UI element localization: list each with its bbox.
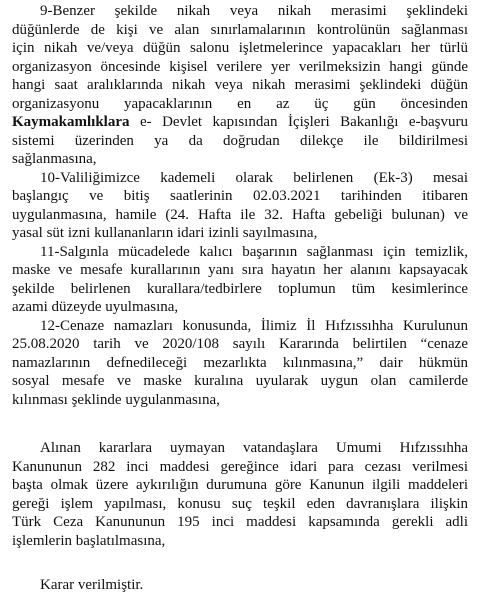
text-line: 9-Benzer şekilde nikah veya nikah merasimi şeklindeki (40, 3, 468, 19)
text-line: maske ve mesafe kurallarının yanı sıra hayatın her alanını kapsayacak (12, 262, 468, 278)
decision-text: Karar verilmiştir. (40, 577, 144, 593)
bold-term: Kaymakamlıklara (12, 114, 130, 130)
text-line: organizasyon öncesinde kişisel verilere yer verilmeksizin hangi günde (12, 58, 468, 75)
text-line: gereği işlem yapılması, konusu suç teşkil eden davranışlara ilişkin (12, 495, 468, 512)
text-line: Kanununun 282 inci maddesi gereğince idari para cezası verilmesi (12, 458, 468, 475)
text-line: sistemi üzerinden ya da doğrudan dilekçe ile bildirilmesi (12, 132, 468, 149)
text-line: namazlarının defnedileceği mezarlıkta kılınmasına,” dair hükmün (12, 354, 468, 371)
text-line: uygulanmasına, hamile (24. Hafta ile 32. Hafta gebeliği bulunan) ve (12, 206, 468, 223)
paragraph-item-10 (12, 169, 468, 243)
text-line: için nikah ve/veya düğün salonu işletmelerince yapacakları her türlü (12, 40, 468, 56)
paragraph-item-9 (12, 2, 468, 169)
document-body (12, 2, 468, 595)
paragraph-item-11 (12, 243, 468, 317)
text-line: 25.08.2020 tarih ve 2020/108 sayılı Kararında belirtilen “cenaze (12, 336, 468, 352)
text-line: kılınması şeklinde uygulanmasına, (12, 391, 220, 408)
text-line: şekilde belirlenen kurallara/tedbirlere toplumun tüm kesimlerince (12, 280, 468, 297)
text-line: 11-Salgınla mücadelede kalıcı başarının sağlanması için temizlik, (40, 243, 468, 260)
text-line: sosyal mesafe ve maske kuralına uyularak uygun olan camilerde (12, 373, 468, 389)
text-line: başta olmak üzere aykırılığın durumuna göre Kanunun ilgili maddeleri (12, 477, 468, 493)
text-line: 12-Cenaze namazları konusunda, İlimiz İl Hıfzıssıhha Kurulunun (40, 317, 468, 334)
text-segment: e- Devlet kapısından İçişleri Bakanlığı e-başvuru (129, 114, 468, 130)
paragraph-closing (12, 439, 468, 550)
text-line: azami düzeyde uyulmasına, (12, 299, 179, 315)
text-line: hangi saat aralıklarında nikah veya nikah merasimi şeklindeki düğün (12, 77, 468, 93)
paragraph-decision (12, 576, 468, 595)
text-line: organizasyonu yapacaklarının en az üç gün öncesinden (12, 95, 468, 112)
spacer (12, 550, 468, 576)
text-line: 10-Valiliğimizce kademeli olarak belirlenen (Ek-3) mesai (40, 169, 468, 186)
paragraph-item-12 (12, 317, 468, 410)
spacer (12, 409, 468, 439)
text-line: başlangıç ve bitiş saatlerinin 02.03.2021 tarihinden itibaren (12, 188, 468, 204)
text-line-with-bold (12, 113, 468, 132)
text-line: Türk Ceza Kanununun 195 inci maddesi kapsamında gerekli adli (12, 514, 468, 530)
text-line: yasal süt izni kullananların idari izinli sayılmasına, (12, 225, 318, 241)
text-line: düğünlerde de kişi ve alan sınırlamalarının kontrolünün sağlanması (12, 21, 468, 38)
text-line: Alınan kararlara uymayan vatandaşlara Umumi Hıfzıssıhha (40, 440, 468, 456)
text-line: sağlanmasına, (12, 151, 97, 167)
text-line: işlemlerin başlatılmasına, (12, 532, 166, 549)
